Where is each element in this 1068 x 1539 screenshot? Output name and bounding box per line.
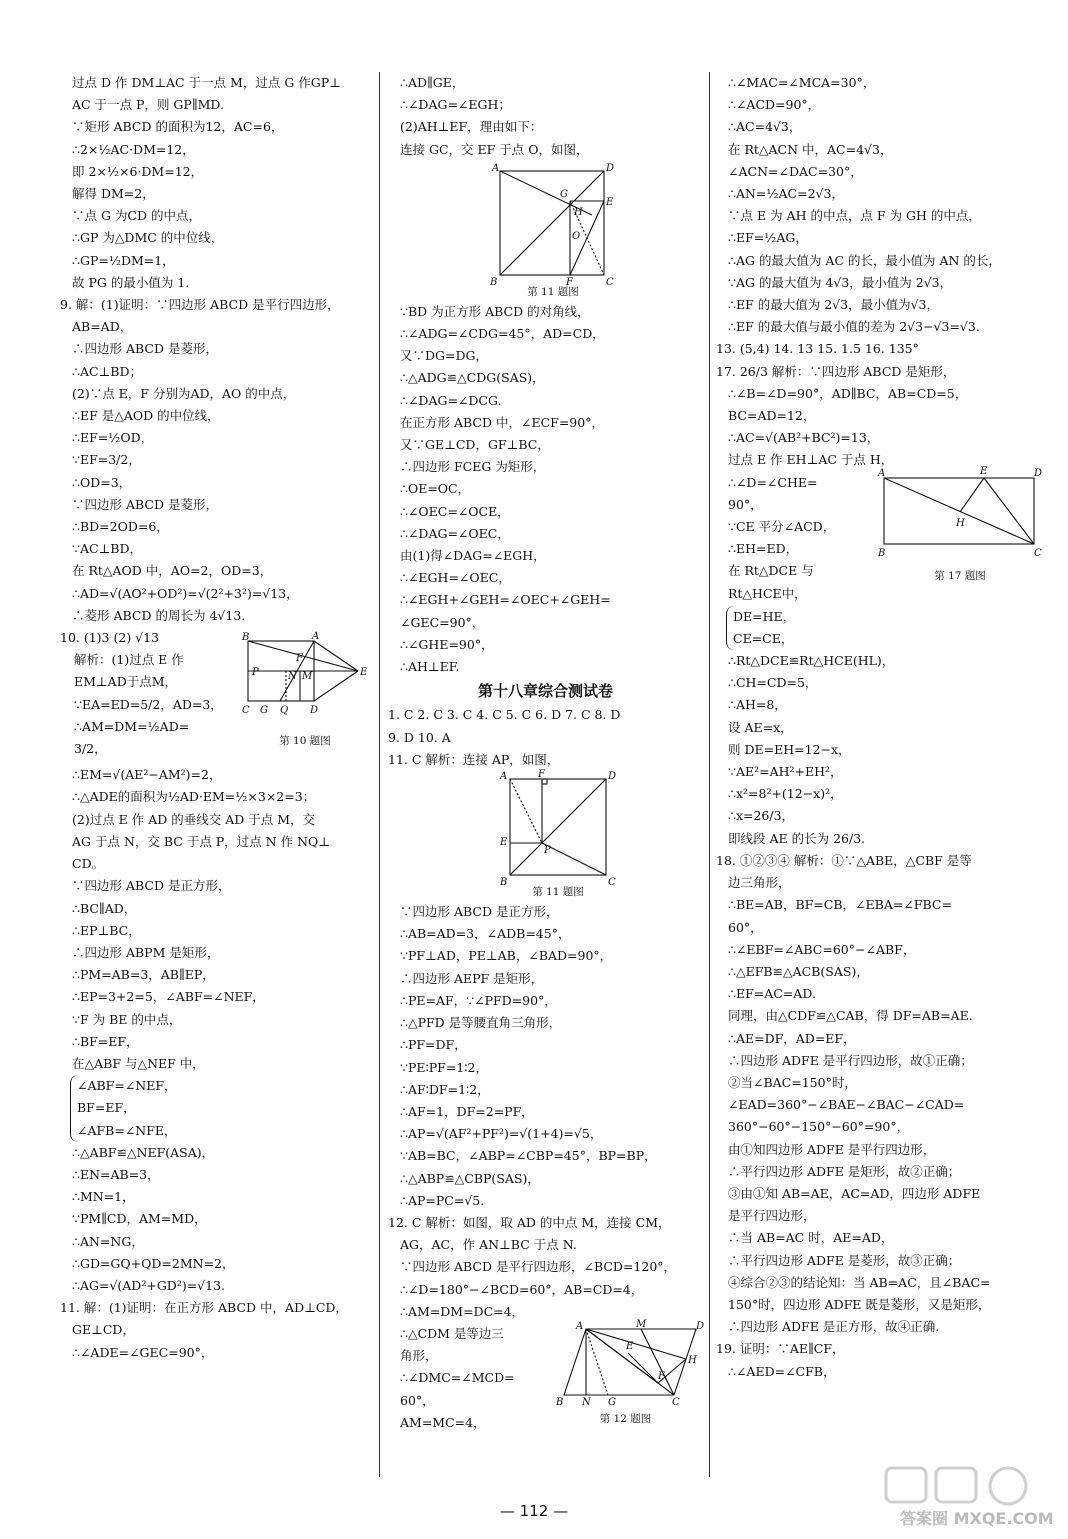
- text-line: ∴平行四边形 ADFE 是菱形，故③正确；: [728, 1252, 961, 1268]
- column-divider: [379, 72, 380, 1477]
- text-line: 在 Rt△ACN 中，AC=4√3，: [728, 141, 893, 157]
- text-line: ∴△PFD 是等腰直角三角形，: [400, 1015, 562, 1031]
- text-line: Rt△HCE中，: [728, 585, 807, 601]
- text-line: ∴BF=EF，: [72, 1033, 139, 1049]
- text-line: ∴∠ADG=∠CDG=45°，AD=CD，: [400, 326, 605, 342]
- text-line: 12. C 解析：如图，取 AD 的中点 M，连接 CM，: [388, 1214, 671, 1230]
- text-line: 在 Rt△DCE 与: [728, 563, 814, 579]
- text-line: ∴x=26/3，: [728, 808, 795, 824]
- fig12-caption: 第 12 题图: [599, 1413, 652, 1426]
- svg-text:H: H: [574, 206, 583, 218]
- svg-text:B: B: [556, 1396, 564, 1408]
- text-line: ∴EP=3+2=5，∠ABF=∠NEF，: [72, 989, 265, 1005]
- svg-text:E: E: [360, 667, 368, 679]
- svg-text:P: P: [544, 845, 551, 857]
- q10-lines: [74, 649, 244, 760]
- watermark-icon: [880, 1462, 1054, 1532]
- chapter-title: 第十八章综合测试卷: [477, 682, 613, 701]
- text-line: ∴AM=DM=½AD=: [74, 718, 190, 734]
- text-line: ∵AE²=AH²+EH²，: [728, 764, 843, 780]
- text-line: 是平行四边形，: [728, 1208, 816, 1224]
- watermark-logo: [880, 1462, 1054, 1532]
- text-line: ∴AH⊥EF.: [400, 659, 460, 675]
- text-line: ∴EN=AB=3，: [72, 1166, 160, 1182]
- text-line: ∴AC=√(AB²+BC²)=13，: [728, 430, 880, 446]
- svg-text:C: C: [242, 705, 250, 717]
- fig12-diagram: [548, 1318, 705, 1408]
- text-line: ∴AC⊥BD；: [72, 363, 143, 379]
- text-line: 在 Rt△AOD 中，AO=2，OD=3，: [72, 563, 273, 579]
- svg-text:P: P: [252, 667, 259, 679]
- text-line: ∴∠DAG=∠OEC，: [400, 525, 510, 541]
- text-line: 过点 D 作 DM⊥AC 于一点 M，过点 G 作GP⊥: [72, 75, 341, 90]
- q10-rest2: [60, 1142, 372, 1297]
- text-line: ∵BD 为正方形 ABCD 的对角线，: [400, 303, 590, 319]
- svg-text:B: B: [878, 547, 886, 559]
- text-line: ∴AG 的最大值为 AC 的长，最小值为 AN 的长，: [728, 252, 1001, 268]
- text-line: ∴EF=½OD，: [72, 430, 154, 446]
- text-line: 9. D 10. A: [388, 729, 451, 745]
- fig11a: [488, 163, 618, 299]
- text-line: 11. 解：(1)证明：在正方形 ABCD 中，AD⊥CD，: [60, 1300, 348, 1316]
- text-line: 11. C 解析：连接 AP，如图，: [388, 751, 560, 767]
- svg-text:D: D: [606, 162, 615, 174]
- text-line: ∴AB=AD=3，∠ADB=45°，: [400, 926, 571, 942]
- text-line: ∴GP=½DM=1，: [72, 252, 175, 268]
- text-line: ∴AN=NG，: [72, 1233, 144, 1249]
- text-line: 9. 解：(1)证明：∵四边形 ABCD 是平行四边形，: [60, 297, 340, 313]
- text-line: ∴△ABP≌△CBP(SAS)，: [400, 1170, 540, 1186]
- text-line: 19. 证明：∵AE∥CF，: [716, 1341, 845, 1357]
- svg-text:M: M: [302, 671, 313, 683]
- text-line: BF=EF，: [77, 1100, 136, 1116]
- text-line: ∴EF=AC=AD.: [728, 986, 816, 1002]
- text-line: ∵PF⊥AD，PE⊥AB，∠BAD=90°，: [400, 948, 613, 964]
- text-line: ④综合②③的结论知：当 AB=AC，且∠BAC=: [728, 1274, 991, 1290]
- text-line: 解析：(1)过点 E 作: [74, 652, 184, 668]
- q17-with-figure: [716, 465, 1046, 606]
- svg-text:H: H: [956, 517, 965, 529]
- text-line: ∴∠EGH+∠GEH=∠OEC+∠GEH=: [400, 592, 611, 608]
- text-line: 在正方形 ABCD 中，∠ECF=90°，: [400, 414, 604, 430]
- svg-text:E: E: [500, 837, 508, 849]
- svg-text:F: F: [296, 653, 303, 665]
- text-line: 故 PG 的最小值为 1.: [72, 274, 190, 290]
- text-line: ∴∠AED=∠CFB，: [728, 1363, 836, 1379]
- text-line: ∴△ABF≌△NEF(ASA)，: [72, 1144, 215, 1160]
- text-line: ∵四边形 ABCD 是正方形，: [72, 878, 231, 894]
- text-line: 解得 DM=2，: [72, 186, 155, 202]
- fig10-caption: 第 10 题图: [279, 735, 331, 748]
- svg-text:A: A: [492, 162, 500, 174]
- text-line: 又∵GE⊥CD，GF⊥BC，: [400, 437, 550, 453]
- q12-with-figure: [388, 1318, 705, 1435]
- text-line: 1. C 2. C 3. C 4. C 5. C 6. D 7. C 8. D: [388, 707, 621, 723]
- text-line: ∴AH=8，: [728, 697, 787, 713]
- col2-top: [388, 72, 703, 161]
- svg-text:F: F: [658, 1370, 665, 1382]
- svg-text:C: C: [608, 877, 616, 889]
- text-line: ∴OE=OC，: [400, 481, 471, 497]
- text-line: ∵PM∥CD，AM=MD，: [72, 1211, 207, 1227]
- q10-rest: [60, 764, 372, 1075]
- svg-text:E: E: [626, 1340, 634, 1352]
- text-line: ∴△CDM 是等边三: [400, 1325, 504, 1341]
- text-line: ③由①知 AB=AE，AC=AD，四边形 ADFE: [728, 1185, 981, 1201]
- svg-text:F: F: [566, 276, 573, 288]
- text-line: 360°−60°−150°−60°=90°，: [728, 1119, 910, 1135]
- text-line: CE=CE，: [733, 630, 794, 646]
- text-line: AG 于点 N，交 BC 于点 P，过点 N 作 NQ⊥: [72, 833, 331, 849]
- svg-text:G: G: [260, 705, 268, 717]
- fig10-diagram: [240, 631, 368, 727]
- text-line: AB=AD，: [72, 319, 133, 335]
- text-line: ∴四边形 ADFE 是正方形，故④正确.: [728, 1319, 940, 1335]
- q17-brace: [726, 606, 1046, 650]
- svg-text:B: B: [242, 632, 250, 644]
- text-line: ∴∠ACD=90°，: [728, 97, 821, 113]
- svg-text:B: B: [490, 276, 498, 288]
- text-line: ∠ABF=∠NEF，: [77, 1078, 177, 1094]
- fig11b-diagram: [498, 769, 617, 889]
- fig11a-diagram: [488, 162, 616, 288]
- fig11b: [498, 769, 618, 899]
- fig17-caption: 第 17 题图: [934, 569, 986, 582]
- text-line: EM⊥AD于点M，: [74, 674, 178, 690]
- col3-mid: [716, 650, 1046, 1383]
- svg-text:O: O: [572, 230, 581, 242]
- col1-text: [60, 72, 372, 627]
- text-line: ∴四边形 ABPM 是矩形，: [72, 944, 220, 960]
- watermark-text: 答案圈 MXQE.COM: [900, 1509, 1054, 1528]
- q11-lines: [60, 1297, 372, 1364]
- text-line: ∴四边形 FCEG 为矩形，: [400, 459, 546, 475]
- col3-top: [716, 72, 1046, 472]
- text-line: ∴AD∥GE，: [400, 75, 465, 90]
- fig17-diagram: [876, 466, 1042, 562]
- svg-text:G: G: [560, 188, 568, 200]
- text-line: ∵四边形 ABCD 是平行四边形，∠BCD=120°，: [400, 1259, 677, 1275]
- text-line: ∴EP⊥BC，: [72, 922, 141, 938]
- text-line: CD。: [72, 856, 105, 872]
- svg-text:D: D: [696, 1320, 705, 1332]
- text-line: 过点 E 作 EH⊥AC 于点 H，: [728, 452, 894, 468]
- text-line: 13. (5,4) 14. 13 15. 1.5 16. 135°: [716, 341, 919, 357]
- text-line: ∴x²=8²+(12−x)²，: [728, 786, 843, 802]
- column-3: [716, 72, 1046, 1383]
- col2-mid2: [388, 901, 703, 1323]
- text-line: ∴∠OEC=∠OCE，: [400, 503, 510, 519]
- text-line: ∴GP 为△DMC 的中位线，: [72, 230, 224, 246]
- fig11a-caption: 第 11 题图: [527, 285, 579, 298]
- text-line: ∴四边形 ADFE 是平行四边形，故①正确；: [728, 1052, 973, 1068]
- svg-text:G: G: [608, 1396, 616, 1408]
- text-line: ∴AP=√(AF²+PF²)=√(1+4)=√5，: [400, 1126, 603, 1142]
- text-line: 又∵DG=DG，: [400, 348, 488, 364]
- text-line: 60°，: [728, 919, 763, 935]
- text-line: 由(1)得∠DAG=∠EGH，: [400, 548, 546, 564]
- col2-mid: [388, 301, 703, 678]
- text-line: ∴EF 的最大值与最小值的差为 2√3−√3=√3.: [728, 319, 980, 335]
- text-line: ∴AC=4√3，: [728, 119, 802, 135]
- text-line: ∵四边形 ABCD 是正方形，: [400, 904, 559, 920]
- text-line: ∵点 G 为CD 的中点，: [72, 208, 201, 224]
- text-line: ∴∠DMC=∠MCD=: [400, 1370, 515, 1386]
- text-line: ∴∠MAC=∠MCA=30°，: [728, 75, 876, 90]
- text-line: AM=MC=4，: [400, 1414, 486, 1430]
- text-line: GE⊥CD，: [72, 1322, 135, 1338]
- fig17: [876, 466, 1044, 583]
- text-line: 即线段 AE 的长为 26/3.: [728, 830, 866, 846]
- text-line: ∴∠DAG=∠EGH；: [400, 97, 511, 113]
- text-line: ∴EF 的最大值为 2√3，最小值为√3，: [728, 297, 939, 313]
- text-line: ∵F 为 BE 的中点，: [72, 1011, 182, 1027]
- text-line: (2)AH⊥EF，理由如下：: [400, 119, 543, 135]
- svg-text:D: D: [1034, 467, 1043, 479]
- text-line: 在△ABF 与△NEF 中，: [72, 1055, 205, 1071]
- text-line: 90°，: [728, 496, 763, 512]
- text-line: ∴GD=GQ+QD=2MN=2，: [72, 1255, 235, 1271]
- text-line: ∴∠D=180°−∠BCD=60°，AB=CD=4，: [400, 1281, 644, 1297]
- text-line: ∵AC⊥BD，: [72, 541, 143, 557]
- svg-text:B: B: [500, 877, 508, 889]
- text-line: ∴四边形 ABCD 是菱形，: [72, 341, 218, 357]
- svg-text:C: C: [1034, 547, 1042, 559]
- text-line: 则 DE=EH=12−x，: [728, 741, 851, 757]
- text-line: ∠EAD=360°−∠BAE−∠BAC−∠CAD=: [728, 1097, 965, 1113]
- text-line: ∵CE 平分∠ACD，: [728, 519, 836, 535]
- text-line: ∴EM=√(AE²−AM²)=2，: [72, 767, 222, 783]
- text-line: ∴PF=DF，: [400, 1037, 467, 1053]
- text-line: ∴PM=AB=3，AB∥EP，: [72, 967, 215, 983]
- column-2: [388, 72, 703, 1435]
- text-line: ∴PE=AF，∵∠PFD=90°，: [400, 992, 557, 1008]
- column-1: [60, 72, 372, 1364]
- text-line: ∠AFB=∠NFE，: [77, 1122, 177, 1138]
- q10-head: 10. (1)3 (2) √13: [60, 630, 160, 646]
- text-line: ∴EH=ED，: [728, 541, 799, 557]
- svg-text:E: E: [980, 465, 988, 477]
- text-line: 同理，由△CDF≌△CAB，得 DF=AB=AE.: [728, 1008, 973, 1024]
- svg-text:A: A: [312, 631, 320, 643]
- text-line: ∴∠ADE=∠GEC=90°，: [72, 1344, 214, 1360]
- text-line: ∴AG=√(AD²+GD²)=√13.: [72, 1277, 226, 1293]
- q10-brace: [70, 1075, 372, 1142]
- text-line: ∴OD=3，: [72, 474, 132, 490]
- text-line: ∴∠EGH=∠OEC，: [400, 570, 511, 586]
- text-line: 边三角形，: [728, 875, 791, 891]
- text-line: ∵EF=3/2，: [72, 452, 141, 468]
- text-line: ∴EF 是△AOD 的中位线，: [72, 408, 220, 424]
- q12-left: [388, 1323, 560, 1434]
- text-line: ∴AD=√(AO²+OD²)=√(2²+3²)=√13，: [72, 585, 299, 601]
- text-line: AG，AC，作 AN⊥BC 于点 N.: [400, 1237, 577, 1253]
- text-line: ∴四边形 AEPF 是矩形，: [400, 970, 544, 986]
- text-line: ∵矩形 ABCD 的面积为12，AC=6，: [72, 119, 284, 135]
- fig11b-caption: 第 11 题图: [532, 886, 584, 899]
- text-line: ∴EF=½AG，: [728, 230, 808, 246]
- svg-text:H: H: [688, 1354, 697, 1366]
- text-line: ∴∠GHE=90°，: [400, 636, 494, 652]
- text-line: 60°，: [400, 1392, 435, 1408]
- text-line: ∵点 E 为 AH 的中点，点 F 为 GH 的中点，: [728, 208, 981, 224]
- text-line: ∴AP=PC=√5.: [400, 1192, 485, 1208]
- text-line: ∴平行四边形 ADFE 是矩形，故②正确；: [728, 1163, 961, 1179]
- text-line: BC=AD=12，: [728, 408, 816, 424]
- text-line: ∴∠B=∠D=90°，AD∥BC，AB=CD=5，: [728, 385, 968, 401]
- fig10: [240, 631, 370, 748]
- text-line: DE=HE，: [733, 608, 796, 624]
- page-number: — 112 —: [499, 1502, 569, 1520]
- text-line: ∴AF=1，DF=2=PF，: [400, 1103, 534, 1119]
- text-line: 角形，: [400, 1348, 438, 1364]
- svg-text:A: A: [878, 467, 886, 479]
- text-line: ∵AG 的最大值为 4√3，最小值为 2√3，: [728, 274, 953, 290]
- text-line: (2)过点 E 作 AD 的垂线交 AD 于点 M，交: [72, 811, 316, 827]
- svg-text:Q: Q: [280, 705, 289, 717]
- text-line: ∴△EFB≌△ACB(SAS)，: [728, 963, 869, 979]
- text-line: 17. 26/3 解析：∵四边形 ABCD 是矩形，: [716, 363, 956, 379]
- text-line: ∴∠DAG=∠DCG.: [400, 392, 502, 408]
- q17-left: [716, 472, 888, 605]
- fig12: [548, 1318, 705, 1426]
- text-line: ∴BC∥AD，: [72, 900, 137, 916]
- text-line: ∴当 AB=AC 时，AE=AD，: [728, 1230, 894, 1246]
- text-line: ∴∠D=∠CHE=: [728, 474, 818, 490]
- text-line: ∴BE=AB，BF=CB，∠EBA=∠FBC=: [728, 897, 952, 913]
- text-line: ∴AE=DF，AD=EF，: [728, 1030, 856, 1046]
- text-line: ∴菱形 ABCD 的周长为 4√13.: [72, 607, 246, 623]
- svg-text:D: D: [310, 705, 319, 717]
- col2-answers: [388, 704, 703, 771]
- text-line: ∴MN=1，: [72, 1189, 135, 1205]
- text-line: ∴BD=2OD=6，: [72, 519, 169, 535]
- svg-text:M: M: [636, 1318, 647, 1330]
- text-line: 18. ①②③④ 解析：①∵△ABE，△CBF 是等: [716, 852, 972, 868]
- svg-text:F: F: [538, 769, 545, 781]
- column-divider: [709, 72, 710, 1477]
- text-line: ②当∠BAC=150°时，: [728, 1074, 857, 1090]
- text-line: ∵AB=BC，∠ABP=∠CBP=45°，BP=BP，: [400, 1148, 657, 1164]
- text-line: ∴△ADE的面积为½AD·EM=½×3×2=3；: [72, 789, 316, 805]
- text-line: 150°时，四边形 ADFE 既是菱形，又是矩形，: [728, 1296, 991, 1312]
- text-line: 即 2×½×6·DM=12，: [72, 163, 204, 179]
- svg-text:A: A: [576, 1320, 584, 1332]
- text-line: ∴CH=CD=5，: [728, 675, 818, 691]
- text-line: 设 AE=x，: [728, 719, 793, 735]
- text-line: ∴AN=½AC=2√3，: [728, 186, 844, 202]
- text-line: ∴AM=DM=DC=4，: [400, 1303, 525, 1319]
- text-line: ∵四边形 ABCD 是菱形，: [72, 496, 218, 512]
- text-line: AC 于一点 P，则 GP∥MD.: [72, 97, 224, 113]
- svg-text:E: E: [606, 196, 614, 208]
- svg-text:N: N: [582, 1396, 591, 1408]
- text-line: ∠ACN=∠DAC=30°，: [728, 163, 863, 179]
- text-line: (2)∵点 E，F 分别为AD，AO 的中点，: [72, 385, 296, 401]
- text-line: 连接 GC，交 EF 于点 O，如图，: [400, 141, 589, 157]
- text-line: ∵PE∶PF=1∶2，: [400, 1059, 488, 1075]
- text-line: ∠GEC=90°，: [400, 614, 485, 630]
- text-line: ∴∠EBF=∠ABC=60°−∠ABF，: [728, 941, 916, 957]
- svg-text:A: A: [500, 771, 508, 783]
- svg-text:C: C: [672, 1396, 680, 1408]
- svg-text:C: C: [606, 276, 614, 288]
- text-line: ∴△ADG≌△CDG(SAS)，: [400, 370, 545, 386]
- text-line: ∴AF∶DF=1∶2，: [400, 1081, 490, 1097]
- text-line: 由①知四边形 ADFE 是平行四边形，: [728, 1141, 936, 1157]
- svg-text:D: D: [608, 771, 617, 783]
- svg-text:N: N: [288, 671, 297, 683]
- text-line: ∴2×½AC·DM=12，: [72, 141, 195, 157]
- text-line: ∵EA=ED=5/2，AD=3，: [74, 696, 223, 712]
- text-line: 3/2，: [74, 741, 107, 757]
- text-line: ∴Rt△DCE≌Rt△HCE(HL)，: [728, 653, 895, 669]
